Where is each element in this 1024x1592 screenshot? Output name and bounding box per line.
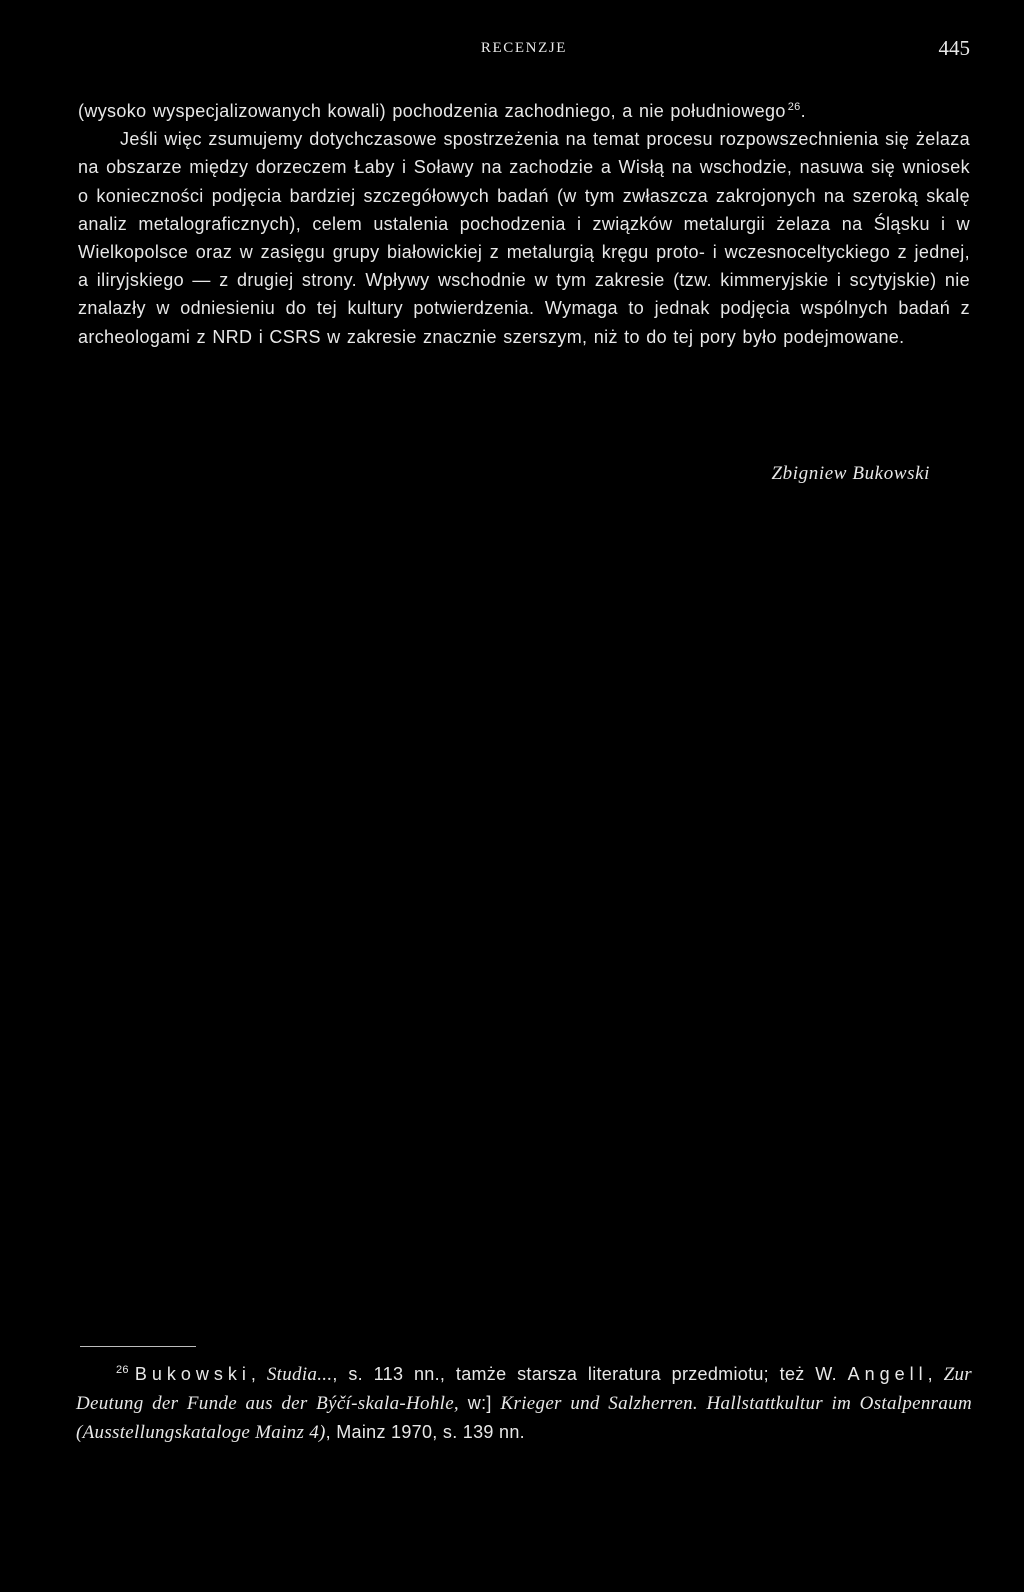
review-body (78, 97, 970, 351)
page-header (78, 36, 970, 64)
footnote-author-1: Bukowski (134, 1364, 251, 1384)
footnote-author-2: Angell (847, 1364, 928, 1384)
footnote-reference: 26 (787, 101, 801, 113)
footnote-title-2: Zur Deutung der Funde aus der Býčí-skala-Hohle, (76, 1364, 972, 1414)
footnote-text-4: w:] (458, 1393, 501, 1413)
paragraph-1-text: (wysoko wyspecjalizowanych kowali) pochodzenia zachodniego, a nie południowego (78, 101, 786, 121)
footnotes (76, 1360, 972, 1447)
footnote-text-1: , (250, 1364, 267, 1384)
paragraph-1-end: . (800, 101, 806, 121)
running-head: RECENZJE (480, 40, 568, 56)
footnote-text-5: , Mainz 1970, s. 139 nn. (325, 1422, 525, 1442)
footnote-title-3: Krieger und Salzherren. Hallstattkultur im Ostalpenraum (Ausstellungskataloge Mainz 4) (76, 1393, 973, 1443)
footnote-title-1: Studia... (266, 1364, 333, 1385)
page-number: 445 (938, 36, 970, 60)
footnote-number: 26 (116, 1364, 129, 1376)
footnote-divider (80, 1346, 196, 1347)
footnote-text-2: , s. 113 nn., tamże starsza literatura przedmiotu; też W. (332, 1364, 848, 1384)
footnote-text-3: , (927, 1364, 944, 1384)
paragraph-conclusion: Jeśli więc zsumujemy dotychczasowe spostrzeżenia na temat procesu rozpowszechnienia się żelaza na obszarze między dorzeczem Łaby i Soławy na zachodzie a Wisłą na wschodzie, nasuwa się wniosek o konieczności podjęcia bardziej szczegółowych badań (w tym zwłaszcza zakrojonych na szeroką skalę analiz metalograficznych), celem ustalenia pochodzenia i związków metalurgii żelaza na Śląsku i w Wielkopolsce oraz w zasięgu grupy białowickiej z metalurgią kręgu proto- i wczesnoceltyckiego z jednej, a iliryjskiego — z drugiej strony. Wpływy wschodnie w tym zakresie (tzw. kimmeryjskie i scytyjskie) nie znalazły w odniesieniu do tej kultury potwierdzenia. Wymaga to jednak podjęcia wspólnych badań z archeologami z NRD i CSRS w zakresie znacznie szerszym, niż to do tej pory było podejmowane. (78, 129, 970, 347)
reviewer-signature: Zbigniew Bukowski (771, 463, 930, 484)
footnote-26 (76, 1360, 972, 1447)
paragraph-continuation (78, 97, 970, 125)
